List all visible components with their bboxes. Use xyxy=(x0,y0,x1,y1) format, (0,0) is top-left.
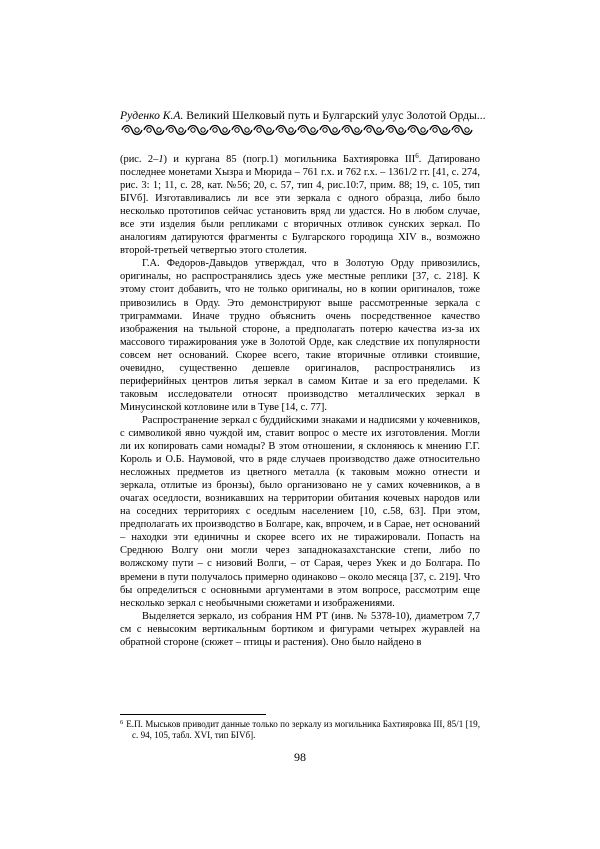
running-head xyxy=(120,109,486,123)
footnote-marker: 6 xyxy=(120,719,124,726)
paragraph-4: Выделяется зеркало, из собрания НМ РТ (инв. № 5378-10), диаметром 7,7 см с невысоким вертикальным бортиком и фигурами четырех журавлей на обратной стороне (сюжет – птицы и растения). Оно было найдено в xyxy=(120,610,480,648)
running-head-title: Великий Шелковый путь и Булгарский улус Золотой Орды... xyxy=(186,109,486,122)
paragraph-3: Распространение зеркал с буддийскими знаками и надписями у кочевников, с символикой явно чуждой им, ставит вопрос о месте их изготовления. Могли ли их копировать сами номады? В этом отношении, я склоняюсь к мнению Г.Г. Король и О.Б. Наумовой, что в ряде случаев производство даже относительно несложных предметов из цветного металла (к таковым можно отнести и зеркала, отлитые из бронзы), было организовано не у самих кочевников, а в очагах оседлости, возникавших на территории обитания кочевых народов или на соседних территориях с оседлым населением [10, с.58, 63]. При этом, предполагать их производство в Болгаре, как, впрочем, и в Сарае, нет оснований – находки эти единичны и скорее всего их не тиражировали. Попасть на Среднюю Волгу они могли через западноказахстанские степи, либо по волжскому пути – с низовий Волги, – от Сарая, через Укек и до Болгара. По времени в пути получалось примерно одинаково – около месяца [37, с. 219]. Что бы определиться с основными аргументами в этом вопросе, рассмотрим еще несколько зеркал с необычными сюжетами и изображениями. xyxy=(120,414,480,609)
body-text xyxy=(120,153,480,649)
paragraph-2: Г.А. Федоров-Давыдов утверждал, что в Золотую Орду привозились, оригиналы, но распространялись здесь уже местные реплики [37, с. 218]. К этому стоит добавить, что не только оригиналы, но в копии оригиналов, тоже привозились в Орду. Это демонстрируют выше рассмотренные зеркала с триграммами. Иначе трудно объяснить очень посредственное качество изображения на тыльной стороне, а предполагать потерю качества из-за их массового тиражирования уже в Золотой Орде, как следствие их популярности совсем нет оснований. Скорее всего, такие вторичные отливки стоившие, очевидно, существенно дешевле оригиналов, распространялись из периферийных центров литья зеркал в самом Китае и за его пределами. К таковым исследователи относят производство металлических зеркал в Минусинской котловине или в Туве [14, с. 77]. xyxy=(120,258,480,413)
header-ornament xyxy=(120,123,480,137)
ornament-pattern xyxy=(122,126,472,135)
footnote xyxy=(120,719,480,742)
running-head-author: Руденко К.А. xyxy=(120,109,184,122)
footnote-text: Е.П. Мыськов приводит данные только по зеркалу из могильника Бахтияровка III, 85/1 [19, с. 94, 105, табл. XVI, тип БIVб]. xyxy=(126,719,480,741)
footnote-ref[interactable]: 6 xyxy=(415,152,419,160)
page-number: 98 xyxy=(294,750,306,764)
paragraph-1: (рис. 2–1) и кургана 85 (погр.1) могильника Бахтияровка III$^6$. Датировано последнее монетами Хызра и Мюрида – 761 г.х. и 762 г.х. – 1361/2 гг. [41, с. 274, рис. 3: 1; 11, с. 28, кат. №56; 20, с. 57, тип 4, рис.10:7, прим. 88; 19, с. 105, тип БIVб]. Изготавливались ли все эти зеркала с одного образца, либо было несколько прототипов сейчас установить вряд ли удастся. Но в любом случае, все эти изделия были репликами с вторичных отливок сунских зеркал. По аналогиям датируются фрагменты с Булгарского городища XIV в., возможно второй-третьей четвертью этого столетия. xyxy=(120,152,480,257)
footnote-separator xyxy=(120,714,266,715)
